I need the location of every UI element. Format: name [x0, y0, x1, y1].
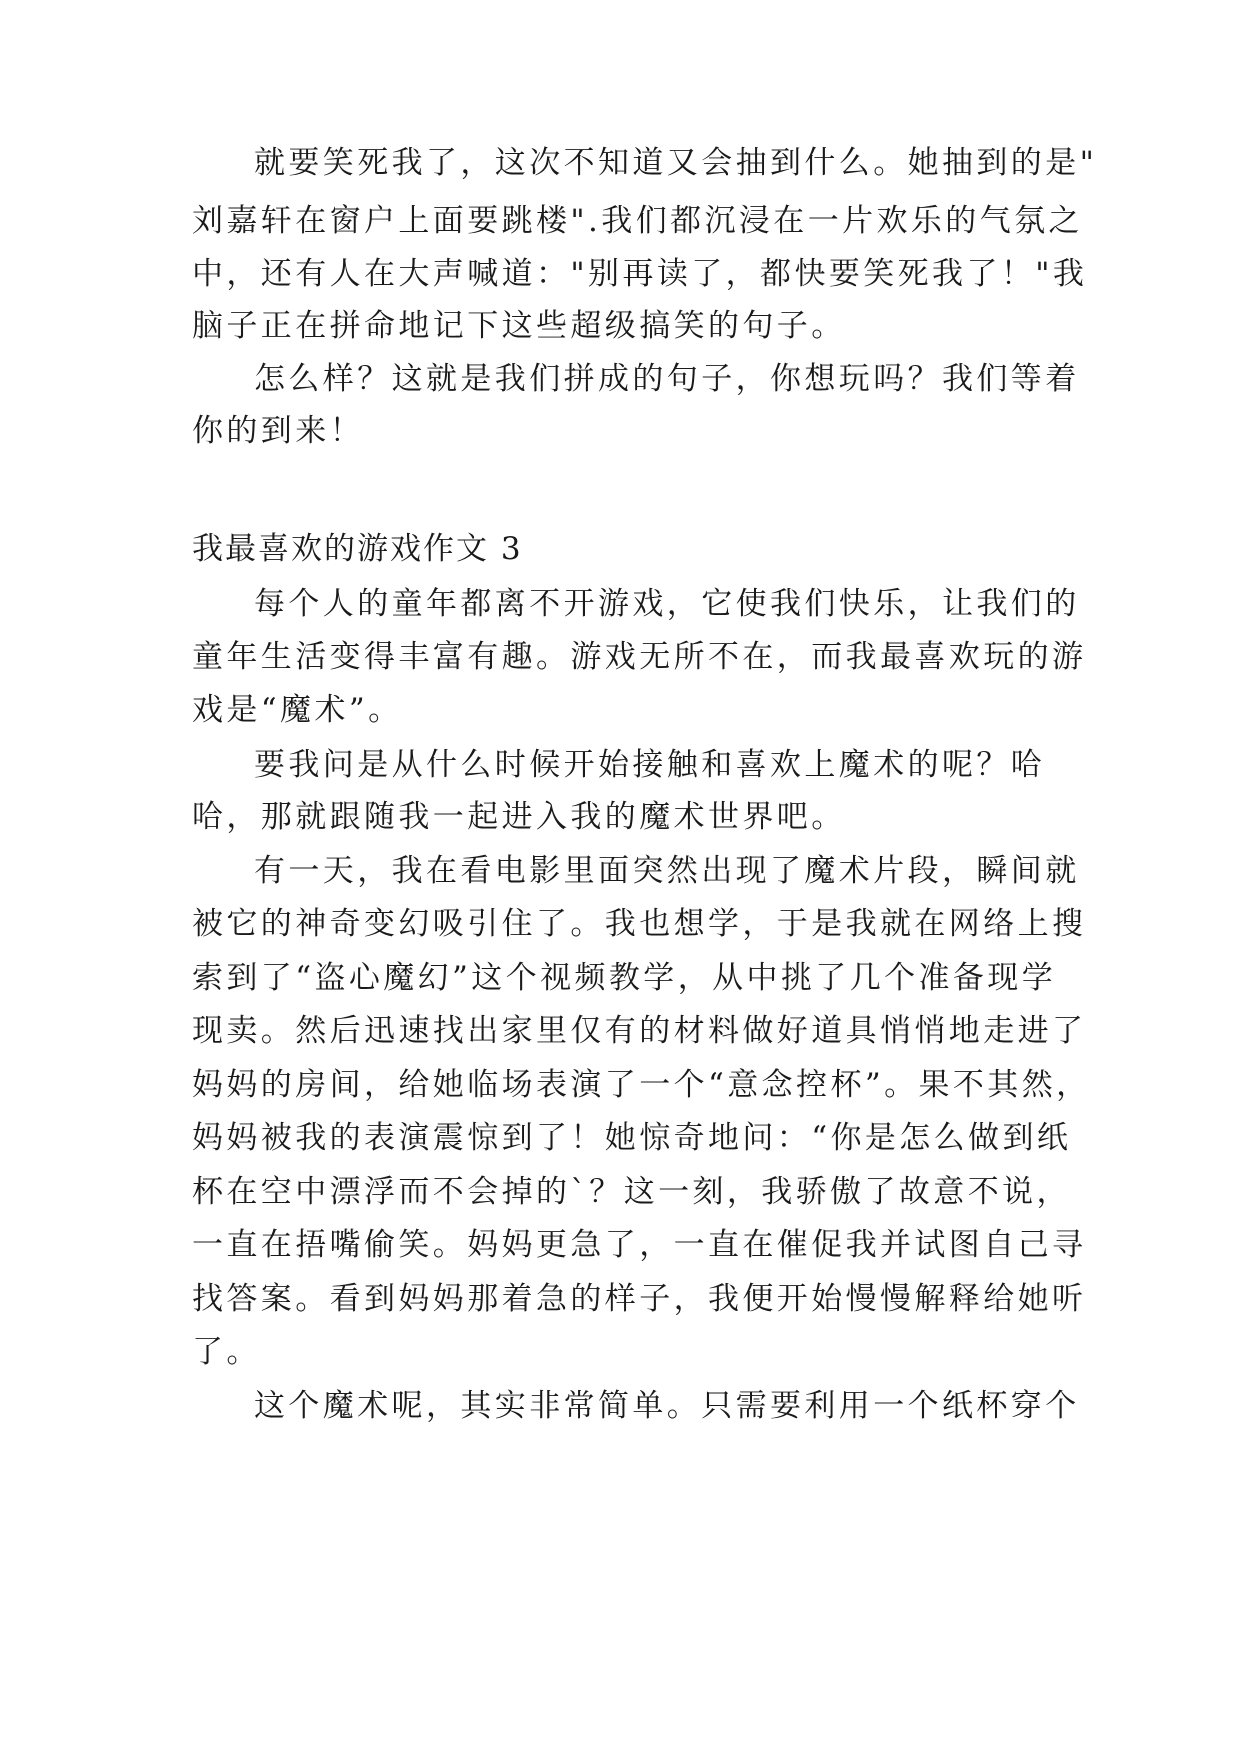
- paragraph-line: 哈，那就跟随我一起进入我的魔术世界吧。: [192, 799, 846, 835]
- paragraph-line: 你的到来！: [192, 413, 364, 449]
- paragraph-line: 戏是“魔术”。: [192, 692, 403, 728]
- paragraph-line: 刘嘉轩在窗户上面要跳楼".我们都沉浸在一片欢乐的气氛之: [192, 203, 1083, 239]
- paragraph-line: 妈妈的房间，给她临场表演了一个“意念控杯”。果不其然，: [192, 1067, 1091, 1103]
- paragraph-line: 被它的神奇变幻吸引住了。我也想学，于是我就在网络上搜: [192, 906, 1087, 942]
- paragraph-line: 要我问是从什么时候开始接触和喜欢上魔术的呢？哈: [254, 747, 1046, 783]
- paragraph-line: 怎么样？这就是我们拼成的句子，你想玩吗？我们等着: [254, 361, 1080, 397]
- paragraph-line: 童年生活变得丰富有趣。游戏无所不在，而我最喜欢玩的游: [192, 639, 1087, 675]
- essay-heading: 我最喜欢的游戏作文 3: [192, 531, 523, 567]
- paragraph-line: 现卖。然后迅速找出家里仅有的材料做好道具悄悄地走进了: [192, 1013, 1087, 1049]
- paragraph-line: 脑子正在拼命地记下这些超级搞笑的句子。: [192, 308, 846, 344]
- paragraph-line: 找答案。看到妈妈那着急的样子，我便开始慢慢解释给她听: [192, 1281, 1087, 1317]
- paragraph-line: 中，还有人在大声喊道："别再读了，都快要笑死我了！"我: [192, 256, 1088, 292]
- paragraph-line: 一直在捂嘴偷笑。妈妈更急了，一直在催促我并试图自己寻: [192, 1227, 1087, 1263]
- paragraph-line: 索到了“盗心魔幻”这个视频教学，从中挑了几个准备现学: [192, 960, 1057, 996]
- paragraph-line: 每个人的童年都离不开游戏，它使我们快乐，让我们的: [254, 586, 1080, 622]
- paragraph-line: 有一天，我在看电影里面突然出现了魔术片段，瞬间就: [254, 853, 1080, 889]
- paragraph-line: 就要笑死我了，这次不知道又会抽到什么。她抽到的是": [254, 145, 1098, 181]
- paragraph-line: 杯在空中漂浮而不会掉的`？这一刻，我骄傲了故意不说，: [192, 1174, 1071, 1210]
- paragraph-line: 这个魔术呢，其实非常简单。只需要利用一个纸杯穿个: [254, 1388, 1080, 1424]
- paragraph-line: 妈妈被我的表演震惊到了！她惊奇地问：“你是怎么做到纸: [192, 1120, 1072, 1156]
- paragraph-line: 了。: [192, 1334, 261, 1370]
